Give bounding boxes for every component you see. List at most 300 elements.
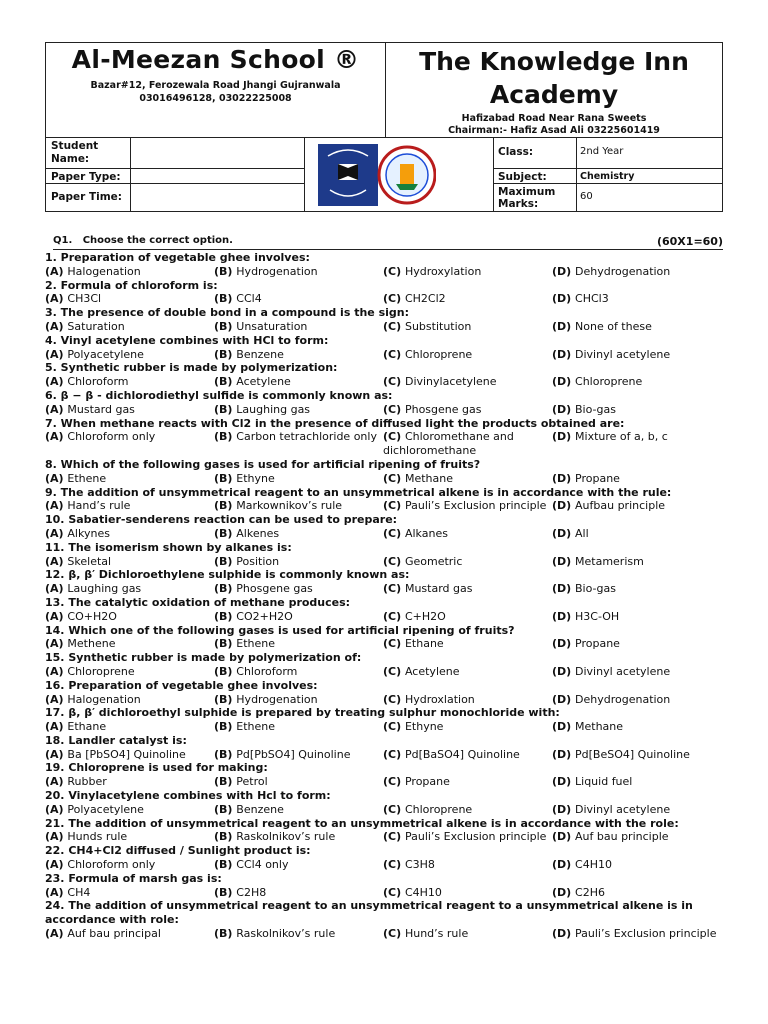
option-letter: (D) [552, 664, 576, 678]
option-b[interactable] [214, 610, 383, 624]
option-text: C4H10 [404, 885, 442, 899]
option-letter: (B) [214, 830, 237, 844]
option-a[interactable] [45, 320, 214, 334]
option-letter: (A) [45, 499, 68, 513]
option-c[interactable] [383, 637, 552, 651]
option-c[interactable] [383, 472, 552, 486]
option-b[interactable] [214, 527, 383, 541]
right-school-chairman: Chairman:- Hafiz Asad Ali 03225601419 [448, 125, 660, 136]
option-letter: (A) [45, 582, 68, 596]
option-letter: (A) [45, 554, 68, 568]
option-text: Aufbau principle [575, 499, 666, 513]
option-d[interactable] [552, 927, 721, 941]
option-d[interactable] [552, 375, 721, 389]
option-b[interactable] [214, 637, 383, 651]
option-letter: (B) [214, 692, 237, 706]
option-letter: (C) [383, 319, 405, 333]
option-letter: (B) [214, 430, 237, 444]
option-text: Phosgene gas [236, 582, 313, 596]
options-row [45, 693, 735, 707]
options-row [45, 830, 735, 844]
option-a[interactable] [45, 472, 214, 486]
student-name-label: Student Name: [51, 140, 99, 165]
option-text: Pauli’s Exclusion principle [575, 927, 717, 941]
option-text: Methene [67, 637, 116, 651]
option-letter: (D) [552, 499, 576, 513]
option-d[interactable] [552, 582, 721, 596]
option-letter: (D) [552, 526, 576, 540]
option-letter: (A) [45, 775, 68, 789]
option-b[interactable] [214, 858, 383, 872]
option-c[interactable] [383, 693, 552, 707]
option-c[interactable] [383, 430, 552, 458]
option-a[interactable] [45, 610, 214, 624]
option-letter: (B) [214, 664, 237, 678]
option-text: Hand’s rule [67, 499, 131, 513]
option-letter: (A) [45, 292, 68, 306]
option-text: Hydroxylation [404, 264, 482, 278]
option-text: Mustard gas [67, 402, 135, 416]
option-b[interactable] [214, 693, 383, 707]
class-value: 2nd Year [580, 146, 624, 157]
option-letter: (B) [214, 582, 237, 596]
option-letter: (D) [552, 830, 576, 844]
option-text: Ethene [236, 637, 276, 651]
option-text: Auf bau principle [575, 830, 669, 844]
option-text: Dehydrogenation [575, 692, 671, 706]
option-d[interactable] [552, 720, 721, 734]
option-c[interactable] [383, 527, 552, 541]
school-logos-svg [316, 142, 436, 208]
question-text: 16. Preparation of vegetable ghee involves: [45, 678, 318, 692]
option-a[interactable] [45, 748, 214, 762]
option-text: Metamerism [575, 554, 644, 568]
option-text: Hydrogenation [236, 692, 318, 706]
option-letter: (B) [214, 499, 237, 513]
option-b[interactable] [214, 375, 383, 389]
option-b[interactable] [214, 555, 383, 569]
option-letter: (D) [552, 927, 576, 941]
option-text: Ethyne [404, 720, 444, 734]
option-text: Hydrogenation [236, 264, 318, 278]
options-row [45, 858, 735, 872]
option-a[interactable] [45, 265, 214, 279]
section-label: Q1. [53, 235, 73, 246]
option-b[interactable] [214, 720, 383, 734]
option-c[interactable] [383, 499, 552, 513]
left-school-address: Bazar#12, Ferozewala Road Jhangi Gujranwala [90, 80, 341, 91]
option-text: Ethane [67, 720, 107, 734]
school-logos [316, 142, 436, 208]
option-letter: (B) [214, 264, 237, 278]
option-letter: (B) [214, 402, 237, 416]
question-text: 13. The catalytic oxidation of methane produces: [45, 595, 351, 609]
option-text: Laughing gas [236, 402, 311, 416]
option-text: C4H10 [575, 858, 612, 872]
option-text: Markownikov’s rule [236, 499, 343, 513]
option-text: Benzene [236, 802, 284, 816]
option-a[interactable] [45, 582, 214, 596]
question-text: 10. Sabatier-senderens reaction can be used to prepare: [45, 513, 398, 527]
option-b[interactable] [214, 775, 383, 789]
options-row [45, 886, 735, 900]
option-b[interactable] [214, 803, 383, 817]
option-letter: (C) [383, 430, 405, 444]
option-text: None of these [575, 319, 652, 333]
option-a[interactable] [45, 803, 214, 817]
option-text: CH3Cl [67, 292, 102, 306]
option-text: Alkynes [67, 526, 110, 540]
option-letter: (C) [383, 347, 405, 361]
question-text: 2. Formula of chloroform is: [45, 278, 218, 292]
option-c[interactable] [383, 665, 552, 679]
question-text: 7. When methane reacts with Cl2 in the presence of diffused light the products obtained are: [45, 416, 625, 430]
option-d[interactable] [552, 472, 721, 486]
option-a[interactable] [45, 927, 214, 941]
option-text: Chloroform only [67, 858, 156, 872]
option-d[interactable] [552, 665, 721, 679]
option-d[interactable] [552, 775, 721, 789]
option-text: Halogenation [67, 692, 141, 706]
option-d[interactable] [552, 265, 721, 279]
student-info-grid [46, 138, 722, 211]
option-letter: (B) [214, 375, 237, 389]
option-text: Position [236, 554, 280, 568]
option-c[interactable] [383, 748, 552, 762]
option-text: Divinyl acetylene [575, 347, 671, 361]
question-text: 14. Which one of the following gases is used for artificial ripening of fruits? [45, 623, 515, 637]
question-text: 19. Chloroprene is used for making: [45, 761, 268, 775]
option-c[interactable] [383, 927, 552, 941]
options-row [45, 499, 735, 513]
option-c[interactable] [383, 292, 552, 306]
question-text: 23. Formula of marsh gas is: [45, 871, 222, 885]
option-a[interactable] [45, 858, 214, 872]
option-text: Ethane [404, 637, 444, 651]
option-letter: (C) [383, 471, 405, 485]
options-row [45, 927, 735, 941]
option-text: Liquid fuel [575, 775, 633, 789]
option-text: Propane [575, 637, 620, 651]
right-school-name-line1: The Knowledge Inn [419, 47, 689, 76]
option-text: Pauli’s Exclusion principle [404, 499, 547, 513]
paper-type-value[interactable] [131, 169, 303, 183]
option-a[interactable] [45, 693, 214, 707]
option-text: CH4 [67, 885, 91, 899]
option-a[interactable] [45, 430, 214, 458]
option-letter: (A) [45, 319, 68, 333]
option-text: Ethyne [236, 471, 275, 485]
option-d[interactable] [552, 430, 721, 458]
option-letter: (C) [383, 775, 405, 789]
option-letter: (D) [552, 430, 576, 444]
option-b[interactable] [214, 582, 383, 596]
option-c[interactable] [383, 582, 552, 596]
student-name-value[interactable] [131, 138, 303, 168]
left-school-block [46, 45, 385, 104]
option-letter: (C) [383, 402, 405, 416]
option-d[interactable] [552, 555, 721, 569]
options-row [45, 320, 735, 334]
option-text: C+H2O [404, 609, 446, 623]
option-letter: (A) [45, 692, 68, 706]
option-text: CO+H2O [67, 609, 117, 623]
option-text: Chloroform [67, 375, 129, 389]
option-letter: (C) [383, 927, 405, 941]
option-d[interactable] [552, 637, 721, 651]
option-letter: (C) [383, 292, 405, 306]
option-d[interactable] [552, 803, 721, 817]
max-marks-label: Maximum Marks: [498, 186, 556, 210]
question-text: 6. β − β - dichlorodiethyl sulfide is commonly known as: [45, 388, 393, 402]
option-text: Polyacetylene [67, 802, 144, 816]
option-text: Propane [575, 471, 620, 485]
option-d[interactable] [552, 830, 721, 844]
options-row [45, 720, 735, 734]
option-c[interactable] [383, 886, 552, 900]
option-text: Pd[BeSO4] Quinoline [575, 747, 690, 761]
option-c[interactable] [383, 858, 552, 872]
option-letter: (A) [45, 885, 68, 899]
option-letter: (D) [552, 802, 576, 816]
option-letter: (C) [383, 375, 405, 389]
question-text: 9. The addition of unsymmetrical reagent to an unsymmetrical alkene is in accordance with the rule: [45, 485, 672, 499]
option-d[interactable] [552, 858, 721, 872]
question-text: 1. Preparation of vegetable ghee involves: [45, 251, 310, 264]
option-letter: (C) [383, 885, 405, 899]
option-a[interactable] [45, 720, 214, 734]
option-letter: (A) [45, 430, 68, 444]
section-marks: (60X1=60) [656, 235, 723, 248]
class-label: Class: [498, 146, 534, 158]
option-c[interactable] [383, 320, 552, 334]
option-letter: (B) [214, 927, 237, 941]
option-text: Acetylene [236, 375, 291, 389]
option-letter: (B) [214, 526, 237, 540]
option-b[interactable] [214, 499, 383, 513]
option-text: Alkenes [236, 526, 280, 540]
option-letter: (D) [552, 319, 576, 333]
option-text: Alkanes [404, 526, 448, 540]
option-letter: (D) [552, 347, 576, 361]
option-d[interactable] [552, 320, 721, 334]
option-text: Hydroxlation [404, 692, 475, 706]
option-b[interactable] [214, 348, 383, 362]
option-letter: (C) [383, 830, 405, 844]
max-marks-value: 60 [580, 191, 593, 202]
section-instruction: Choose the correct option. [82, 235, 233, 246]
question-list [45, 251, 735, 941]
option-letter: (A) [45, 664, 68, 678]
option-letter: (A) [45, 402, 68, 416]
option-letter: (D) [552, 554, 576, 568]
options-row [45, 348, 735, 362]
option-letter: (D) [552, 885, 576, 899]
option-a[interactable] [45, 403, 214, 417]
option-text: Chloroform only [67, 430, 156, 444]
options-row [45, 803, 735, 817]
option-b[interactable] [214, 430, 383, 458]
option-c[interactable] [383, 803, 552, 817]
option-text: Mixture of a, b, c [575, 430, 668, 444]
options-row [45, 637, 735, 651]
option-text: Pd[PbSO4] Quinoline [236, 747, 351, 761]
option-text: Chloroprene [67, 664, 135, 678]
option-text: Dehydrogenation [575, 264, 671, 278]
option-c[interactable] [383, 375, 552, 389]
options-row [45, 265, 735, 279]
option-letter: (A) [45, 858, 68, 872]
option-text: C2H6 [575, 885, 605, 899]
option-text: Mustard gas [404, 582, 473, 596]
option-c[interactable] [383, 555, 552, 569]
option-letter: (C) [383, 499, 405, 513]
option-letter: (C) [383, 554, 405, 568]
option-letter: (A) [45, 609, 68, 623]
option-text: Ethene [67, 471, 107, 485]
option-a[interactable] [45, 555, 214, 569]
option-letter: (B) [214, 637, 237, 651]
option-c[interactable] [383, 403, 552, 417]
option-c[interactable] [383, 348, 552, 362]
option-c[interactable] [383, 610, 552, 624]
option-letter: (B) [214, 802, 237, 816]
option-a[interactable] [45, 637, 214, 651]
question-text: 8. Which of the following gases is used for artificial ripening of fruits? [45, 457, 481, 471]
option-letter: (D) [552, 264, 576, 278]
option-letter: (B) [214, 747, 237, 761]
options-row [45, 775, 735, 789]
right-school-address: Hafizabad Road Near Rana Sweets [461, 113, 647, 124]
option-c[interactable] [383, 720, 552, 734]
option-letter: (A) [45, 830, 68, 844]
option-text: CCl4 [236, 292, 262, 306]
option-a[interactable] [45, 375, 214, 389]
paper-time-label: Paper Time: [51, 191, 122, 203]
option-d[interactable] [552, 610, 721, 624]
option-b[interactable] [214, 748, 383, 762]
options-row [45, 555, 735, 569]
question-text: 20. Vinylacetylene combines with Hcl to form: [45, 789, 331, 803]
option-letter: (C) [383, 692, 405, 706]
option-a[interactable] [45, 830, 214, 844]
option-b[interactable] [214, 927, 383, 941]
option-d[interactable] [552, 527, 721, 541]
option-text: Petrol [236, 775, 268, 789]
option-b[interactable] [214, 265, 383, 279]
option-b[interactable] [214, 665, 383, 679]
section-underline [53, 249, 723, 250]
question-text: 4. Vinyl acetylene combines with HCl to form: [45, 333, 329, 347]
option-d[interactable] [552, 403, 721, 417]
option-a[interactable] [45, 348, 214, 362]
option-d[interactable] [552, 693, 721, 707]
option-text: Hunds rule [67, 830, 128, 844]
option-text: CHCl3 [575, 292, 609, 306]
option-text: Bio-gas [575, 402, 616, 416]
options-row [45, 292, 735, 306]
option-b[interactable] [214, 320, 383, 334]
option-letter: (A) [45, 526, 68, 540]
option-letter: (A) [45, 471, 68, 485]
option-text: Raskolnikov’s rule [236, 830, 336, 844]
option-letter: (B) [214, 858, 237, 872]
option-d[interactable] [552, 292, 721, 306]
option-text: Methane [575, 720, 624, 734]
options-row [45, 665, 735, 679]
option-a[interactable] [45, 886, 214, 900]
option-text: Propane [404, 775, 450, 789]
option-b[interactable] [214, 403, 383, 417]
option-letter: (C) [383, 747, 405, 761]
option-letter: (A) [45, 264, 68, 278]
right-school-block [386, 45, 722, 136]
option-text: Hund’s rule [404, 927, 469, 941]
option-text: CO2+H2O [236, 609, 293, 623]
option-c[interactable] [383, 775, 552, 789]
option-b[interactable] [214, 886, 383, 900]
question-text: 18. Landler catalyst is: [45, 733, 187, 747]
option-text: Chloromethane and dichloromethane [383, 430, 514, 458]
option-a[interactable] [45, 527, 214, 541]
option-letter: (A) [45, 637, 68, 651]
option-letter: (C) [383, 264, 405, 278]
option-b[interactable] [214, 292, 383, 306]
option-text: Pd[BaSO4] Quinoline [404, 747, 520, 761]
option-b[interactable] [214, 830, 383, 844]
option-letter: (B) [214, 609, 237, 623]
options-row [45, 582, 735, 596]
option-letter: (C) [383, 609, 405, 623]
option-a[interactable] [45, 775, 214, 789]
question-text: 15. Synthetic rubber is made by polymerization of: [45, 651, 362, 665]
option-a[interactable] [45, 665, 214, 679]
option-d[interactable] [552, 499, 721, 513]
option-d[interactable] [552, 348, 721, 362]
option-a[interactable] [45, 499, 214, 513]
option-text: Divinyl acetylene [575, 664, 671, 678]
option-text: Chloroform [236, 664, 298, 678]
option-b[interactable] [214, 472, 383, 486]
option-d[interactable] [552, 886, 721, 900]
options-row [45, 472, 735, 486]
option-d[interactable] [552, 748, 721, 762]
option-text: Saturation [67, 319, 125, 333]
option-letter: (B) [214, 471, 237, 485]
option-text: Chloroprene [575, 375, 643, 389]
options-row [45, 748, 735, 762]
option-letter: (B) [214, 292, 237, 306]
option-letter: (A) [45, 375, 68, 389]
option-letter: (A) [45, 802, 68, 816]
options-row [45, 430, 735, 458]
question-text: 21. The addition of unsymmetrical reagent to an unsymmetrical alkene is in accordance with the role: [45, 816, 679, 830]
option-text: Chloroprene [404, 802, 473, 816]
option-letter: (D) [552, 858, 576, 872]
option-letter: (B) [214, 720, 237, 734]
paper-time-value[interactable] [131, 184, 303, 211]
subject-label: Subject: [498, 171, 547, 183]
option-a[interactable] [45, 292, 214, 306]
option-text: C2H8 [236, 885, 267, 899]
option-letter: (D) [552, 720, 576, 734]
option-letter: (B) [214, 775, 237, 789]
option-c[interactable] [383, 830, 552, 844]
option-letter: (B) [214, 347, 237, 361]
option-c[interactable] [383, 265, 552, 279]
option-text: Polyacetylene [67, 347, 144, 361]
option-letter: (B) [214, 554, 237, 568]
